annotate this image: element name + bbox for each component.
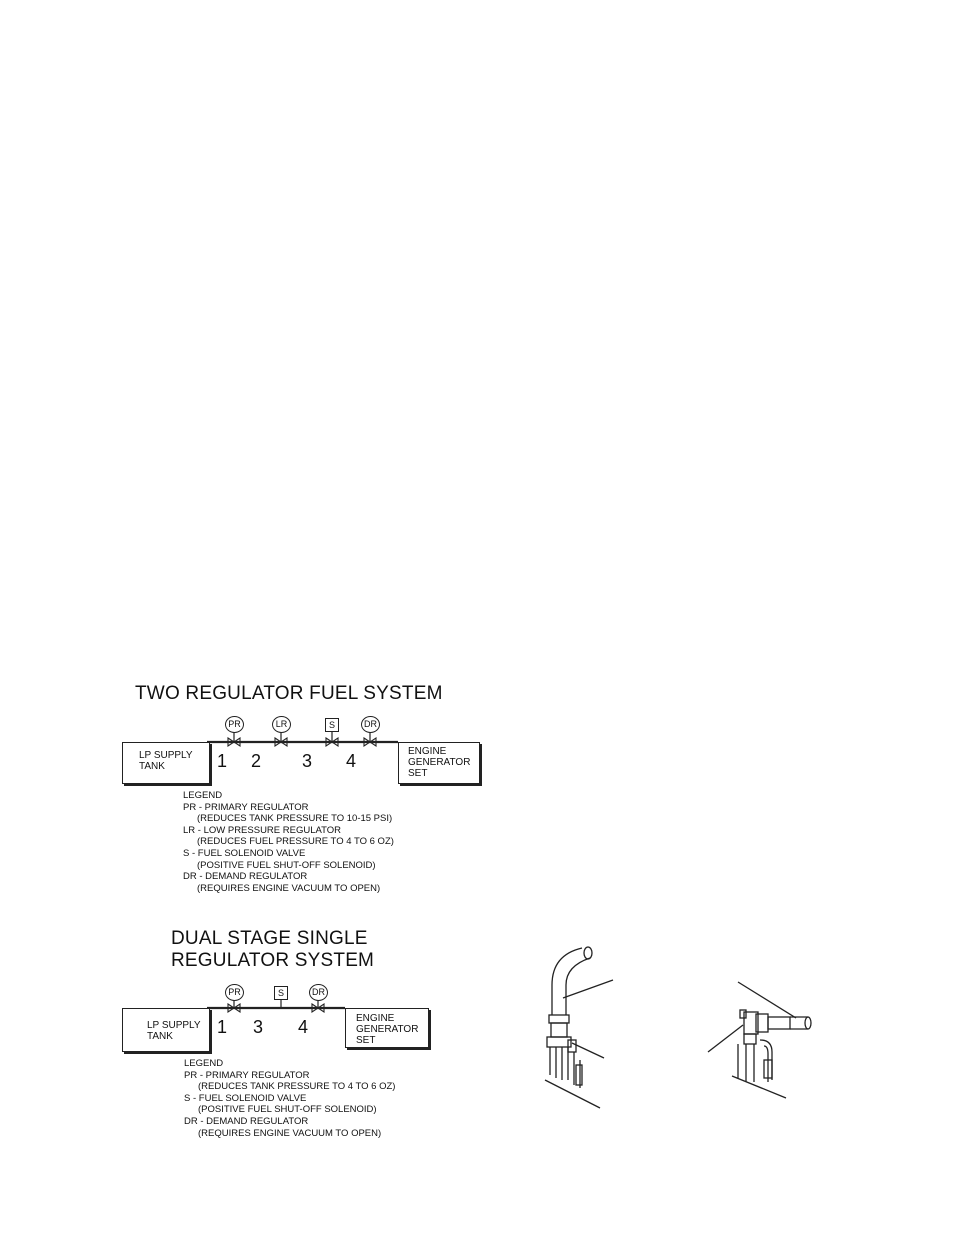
low-pressure-regulator-symbol: LR [272,716,291,733]
legend-heading: LEGEND [184,1058,224,1069]
system2-title-line2: REGULATOR SYSTEM [171,950,375,971]
fuel-fitting-illustration [708,982,811,1098]
system1-lp-supply-label: LP SUPPLY TANK [139,750,193,772]
system1-stage-1: 1 [217,751,228,771]
system2-lp-supply-label: LP SUPPLY TANK [147,1020,201,1042]
legend-s-note: (POSITIVE FUEL SHUT-OFF SOLENOID) [198,1104,377,1116]
legend-s: S - FUEL SOLENOID VALVE [183,847,306,859]
system1-engine-label: ENGINE GENERATOR SET [408,746,471,779]
solenoid-valve-symbol: S [325,718,339,732]
system2-stage-4: 4 [298,1017,309,1037]
system2-title [171,928,374,972]
legend-dr: DR - DEMAND REGULATOR [184,1115,309,1127]
legend-dr: DR - DEMAND REGULATOR [183,871,308,883]
demand-regulator-symbol: DR [361,716,380,733]
legend-dr-note: (REQUIRES ENGINE VACUUM TO OPEN) [198,1127,382,1139]
legend-pr: PR - PRIMARY REGULATOR [183,801,309,813]
legend-pr-note: (REDUCES TANK PRESSURE TO 10-15 PSI) [197,813,393,825]
system1-lp-supply-tank [122,742,210,784]
legend-lr-note: (REDUCES FUEL PRESSURE TO 4 TO 6 OZ) [197,836,394,848]
fuel-fitting-illustration [545,947,613,1108]
system2-title-line1: DUAL STAGE SINGLE [171,928,368,949]
legend-s: S - FUEL SOLENOID VALVE [184,1092,307,1104]
solenoid-valve-symbol: S [274,986,288,1000]
system2-lp-supply-tank [122,1008,210,1052]
legend-lr: LR - LOW PRESSURE REGULATOR [183,824,342,836]
system2-engine-label: ENGINE GENERATOR SET [356,1013,419,1046]
system1-stage-4: 4 [346,751,357,771]
system1-stage-3: 3 [302,751,313,771]
primary-regulator-symbol: PR [225,716,244,733]
system2-stage-1: 1 [217,1017,228,1037]
system2-legend [184,1058,395,1139]
legend-heading: LEGEND [183,790,223,801]
primary-regulator-symbol: PR [225,984,244,1001]
system1-stage-2: 2 [251,751,262,771]
legend-s-note: (POSITIVE FUEL SHUT-OFF SOLENOID) [197,859,376,871]
system1-engine-generator-set [398,742,480,784]
demand-regulator-symbol: DR [309,984,328,1001]
legend-dr-note: (REQUIRES ENGINE VACUUM TO OPEN) [197,882,381,894]
system1-title: TWO REGULATOR FUEL SYSTEM [135,683,443,704]
system2-engine-generator-set [345,1008,429,1048]
system2-stage-3: 3 [253,1017,264,1037]
legend-pr-note: (REDUCES TANK PRESSURE TO 4 TO 6 OZ) [198,1081,396,1093]
legend-pr: PR - PRIMARY REGULATOR [184,1069,310,1081]
system1-legend [183,790,394,894]
